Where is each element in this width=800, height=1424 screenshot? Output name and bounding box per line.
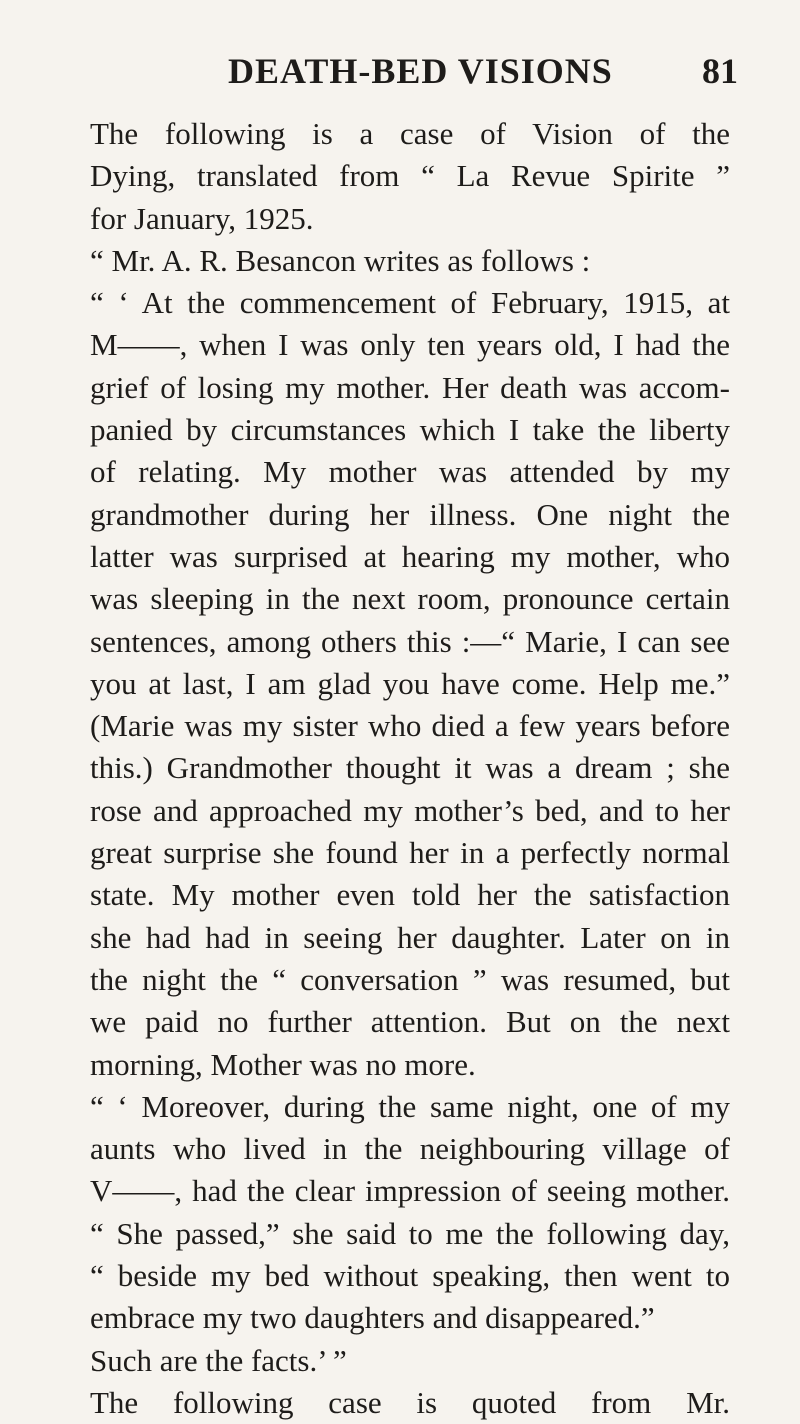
text-line: V——, had the clear impression of seeing mother. [90, 1173, 730, 1209]
text-line: “ She passed,” she said to me the following day, [90, 1215, 730, 1251]
text-line: panied by circumstances which I take the liberty [90, 412, 730, 448]
text-line: for January, 1925. [90, 200, 314, 236]
text-line: “ ‘ Moreover, during the same night, one of my [90, 1088, 730, 1124]
text-line: rose and approached my mother’s bed, and to her [90, 792, 730, 828]
running-title: DEATH-BED VISIONS [228, 51, 613, 91]
text-line: she had had in seeing her daughter. Later on in [90, 919, 730, 955]
text-line: M——, when I was only ten years old, I had the [90, 327, 730, 363]
text-line: “ ‘ At the commencement of February, 1915, at [90, 285, 730, 321]
text-line: embrace my two daughters and disappeared.” [90, 1300, 655, 1336]
text-line: “ Mr. A. R. Besancon writes as follows : [90, 242, 591, 278]
text-line: grandmother during her illness. One night the [90, 496, 730, 532]
text-line: state. My mother even told her the satisfaction [90, 877, 730, 913]
text-line: The following case is quoted from Mr. [90, 1384, 730, 1420]
text-line: aunts who lived in the neighbouring village of [90, 1131, 730, 1167]
text-line: sentences, among others this :—“ Marie, I can see [90, 623, 730, 659]
body-text [90, 113, 730, 1424]
text-line: we paid no further attention. But on the next [90, 1004, 730, 1040]
text-line: this.) Grandmother thought it was a dream ; she [90, 750, 730, 786]
text-line: of relating. My mother was attended by my [90, 454, 730, 490]
text-line: morning, Mother was no more. [90, 1046, 476, 1082]
text-line: grief of losing my mother. Her death was accom- [90, 369, 730, 405]
page-number: 81 [702, 51, 738, 91]
running-header [0, 50, 800, 90]
text-line: latter was surprised at hearing my mother, who [90, 538, 730, 574]
text-line: (Marie was my sister who died a few years before [90, 708, 730, 744]
text-line: you at last, I am glad you have come. Help me.” [90, 665, 730, 701]
text-line: was sleeping in the next room, pronounce certain [90, 581, 730, 617]
text-line: “ beside my bed without speaking, then went to [90, 1258, 730, 1294]
text-line: The following is a case of Vision of the [90, 116, 730, 151]
text-line: great surprise she found her in a perfectly normal [90, 835, 730, 871]
text-line: Such are the facts.’ ” [90, 1342, 347, 1378]
text-line: Dying, translated from “ La Revue Spirite ” [90, 158, 730, 194]
text-line: the night the “ conversation ” was resumed, but [90, 961, 730, 997]
